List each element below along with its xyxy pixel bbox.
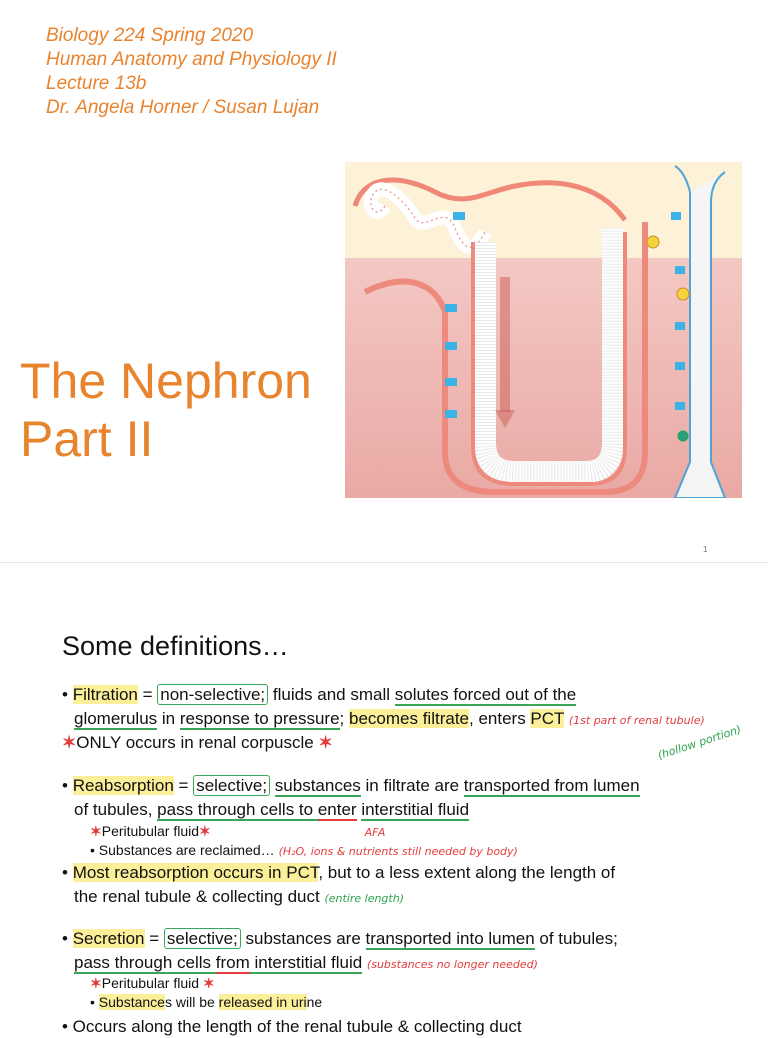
filtration-line-2: glomerulus in response to pressure; becomes filtrate, enters PCT (1st part of renal tubule) bbox=[74, 709, 705, 728]
secretion-line-1: • Secretion = selective; substances are transported into lumen of tubules; bbox=[62, 929, 618, 948]
lecture-header bbox=[46, 24, 337, 120]
page-number: 1 bbox=[703, 545, 708, 554]
most-reabsorption-line-2: the renal tubule & collecting duct (entire length) bbox=[74, 887, 404, 906]
secretion-sub-1: ✶Peritubular fluid ✶ bbox=[90, 975, 215, 991]
reabsorption-term: Reabsorption bbox=[72, 776, 174, 795]
most-reabsorption-line-1: • Most reabsorption occurs in PCT, but to a less extent along the length of bbox=[62, 863, 616, 882]
reabsorption-line-1: • Reabsorption = selective; substances in filtrate are transported from lumen bbox=[62, 776, 640, 795]
title-line-1: The Nephron bbox=[20, 353, 312, 409]
filtration-line-1: • Filtration = non-selective; fluids and small solutes forced out of the bbox=[62, 685, 577, 704]
course-name: Biology 224 Spring 2020 bbox=[46, 25, 254, 46]
reabsorption-sub-2: • Substances are reclaimed… (H₂O, ions & nutrients still needed by body) bbox=[90, 842, 518, 858]
cutoff-line: • Occurs along the length of the renal tubule & collecting duct bbox=[62, 1017, 522, 1036]
secretion-term: Secretion bbox=[72, 929, 145, 948]
slide-title bbox=[20, 352, 312, 468]
reabsorption-line-2: of tubules, pass through cells to enter interstitial fluid bbox=[74, 800, 470, 819]
reabsorption-sub-1: ✶Peritubular fluid✶ AFA bbox=[90, 823, 386, 839]
filtration-boxed: non-selective; bbox=[157, 684, 268, 705]
filtration-note: (1st part of renal tubule) bbox=[568, 714, 705, 727]
secretion-sub-2: • Substances will be released in urine bbox=[90, 994, 323, 1010]
hollow-portion-note: (hollow portion) bbox=[656, 722, 743, 763]
filtration-only-line: ✶ONLY occurs in renal corpuscle ✶ bbox=[62, 733, 333, 752]
definitions-slide bbox=[0, 570, 768, 1036]
nephron-diagram bbox=[345, 162, 742, 498]
secretion-line-2: pass through cells from interstitial fluid (substances no longer needed) bbox=[74, 953, 538, 972]
filtration-term: Filtration bbox=[72, 685, 138, 704]
title-line-2: Part II bbox=[20, 411, 154, 467]
definitions-heading: Some definitions… bbox=[62, 631, 289, 661]
instructor-names: Dr. Angela Horner / Susan Lujan bbox=[46, 97, 320, 118]
subject-name: Human Anatomy and Physiology II bbox=[46, 49, 337, 70]
afa-note: AFA bbox=[364, 826, 386, 839]
slide-divider bbox=[0, 562, 768, 563]
lecture-number: Lecture 13b bbox=[46, 73, 147, 94]
